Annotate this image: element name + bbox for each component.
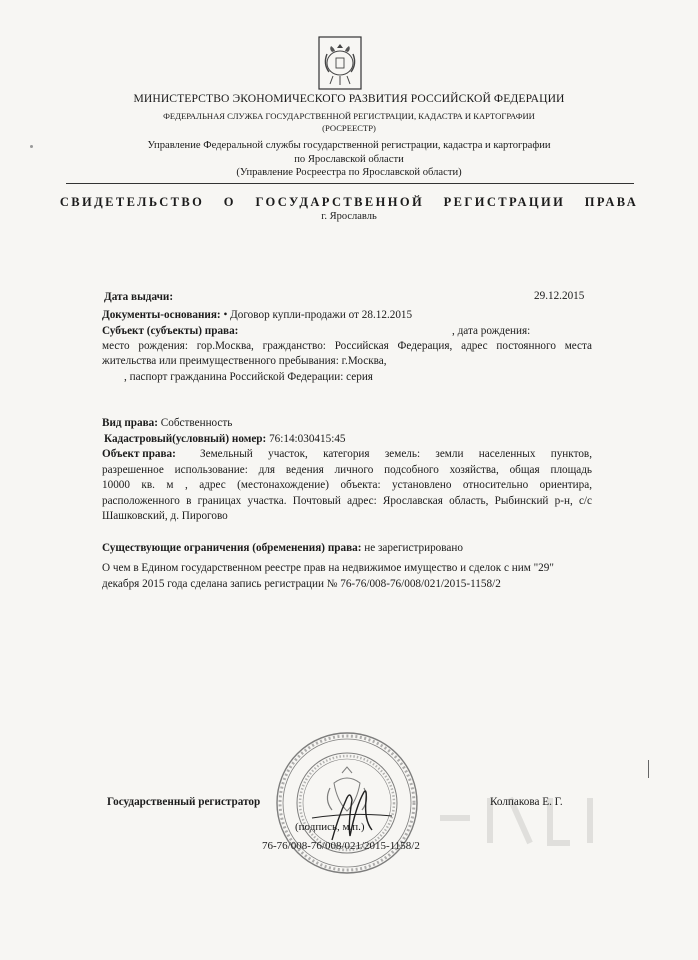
subject-line3: жительства или преимущественного пребывания: г.Москва,	[102, 355, 387, 367]
object-line5: Шашковский, д. Пирогово	[102, 510, 228, 522]
basis-line	[102, 308, 592, 323]
service-name-line2: (РОСРЕЕСТР)	[322, 123, 376, 133]
department-line1: Управление Федеральной службы государственной регистрации, кадастра и картографии	[147, 140, 551, 151]
scan-speck	[30, 145, 33, 148]
subject-line4: , паспорт гражданина Российской Федерации: серия	[124, 371, 373, 383]
record-line1: О чем в Едином государственном реестре прав на недвижимое имущество и сделок с ним "29"	[102, 562, 554, 574]
cadastral-label: Кадастровый(условный) номер:	[104, 433, 267, 445]
restrictions-line	[102, 541, 592, 556]
department-name	[0, 139, 698, 180]
signature-caption: (подпись, м.п.)	[295, 821, 365, 833]
scan-mark	[648, 760, 649, 778]
restrictions-label: Существующие ограничения (обременения) права:	[102, 542, 362, 554]
restrictions-value: не зарегистрировано	[361, 542, 463, 554]
issue-date-value: 29.12.2015	[534, 290, 585, 302]
faint-stamp-shadow	[430, 778, 630, 868]
official-seal-icon	[272, 728, 422, 878]
subject-label: Субъект (субъекты) права:	[102, 325, 239, 337]
object-line1: Земельный участок, категория земель: земли населенных пунктов,	[200, 448, 592, 460]
document-title: СВИДЕТЕЛЬСТВО О ГОСУДАРСТВЕННОЙ РЕГИСТРАЦИИ ПРАВА	[59, 195, 639, 209]
department-line3: (Управление Росреестра по Ярославской области)	[236, 167, 462, 178]
right-line	[102, 416, 592, 431]
cadastral-value: 76:14:030415:45	[266, 433, 346, 445]
department-line2: по Ярославской области	[294, 153, 404, 165]
header-divider	[66, 183, 634, 184]
registrar-label: Государственный регистратор	[107, 796, 261, 808]
registration-number: 76-76/008-76/008/021/2015-1158/2	[262, 840, 420, 852]
service-name-line1: ФЕДЕРАЛЬНАЯ СЛУЖБА ГОСУДАРСТВЕННОЙ РЕГИСТРАЦИИ, КАДАСТРА И КАРТОГРАФИИ	[163, 111, 535, 121]
registrar-name: Колпакова Е. Г.	[490, 796, 563, 808]
object-line4: расположенного в границах участка. Почтовый адрес: Ярославская область, Рыбинский р-н, с/с	[102, 495, 592, 507]
subject-birthdate-label: , дата рождения:	[452, 325, 531, 337]
object-line3: 10000 кв. м , адрес (местонахождение) объекта: установлено относительно ориентира,	[102, 479, 592, 491]
basis-value: • Договор купли-продажи от 28.12.2015	[220, 309, 413, 321]
cadastral-line	[104, 432, 594, 447]
right-value: Собственность	[158, 417, 233, 429]
record-line2: декабря 2015 года сделана запись регистрации № 76-76/008-76/008/021/2015-1158/2	[102, 578, 501, 590]
right-label: Вид права:	[102, 417, 158, 429]
service-name	[0, 110, 698, 134]
object-line2: разрешенное использование: для ведения личного подсобного хозяйства, общая площадь	[102, 464, 592, 476]
coat-of-arms-icon	[318, 36, 362, 90]
ministry-name: МИНИСТЕРСТВО ЭКОНОМИЧЕСКОГО РАЗВИТИЯ РОССИЙСКОЙ ФЕДЕРАЦИИ	[133, 92, 565, 105]
issue-date-label: Дата выдачи:	[104, 291, 174, 303]
object-label: Объект права:	[102, 448, 176, 460]
city: г. Ярославль	[321, 211, 377, 222]
basis-label: Документы-основания:	[102, 309, 221, 321]
subject-line2: место рождения: гор.Москва, гражданство: Российская Федерация, адрес постоянного места	[102, 340, 592, 352]
